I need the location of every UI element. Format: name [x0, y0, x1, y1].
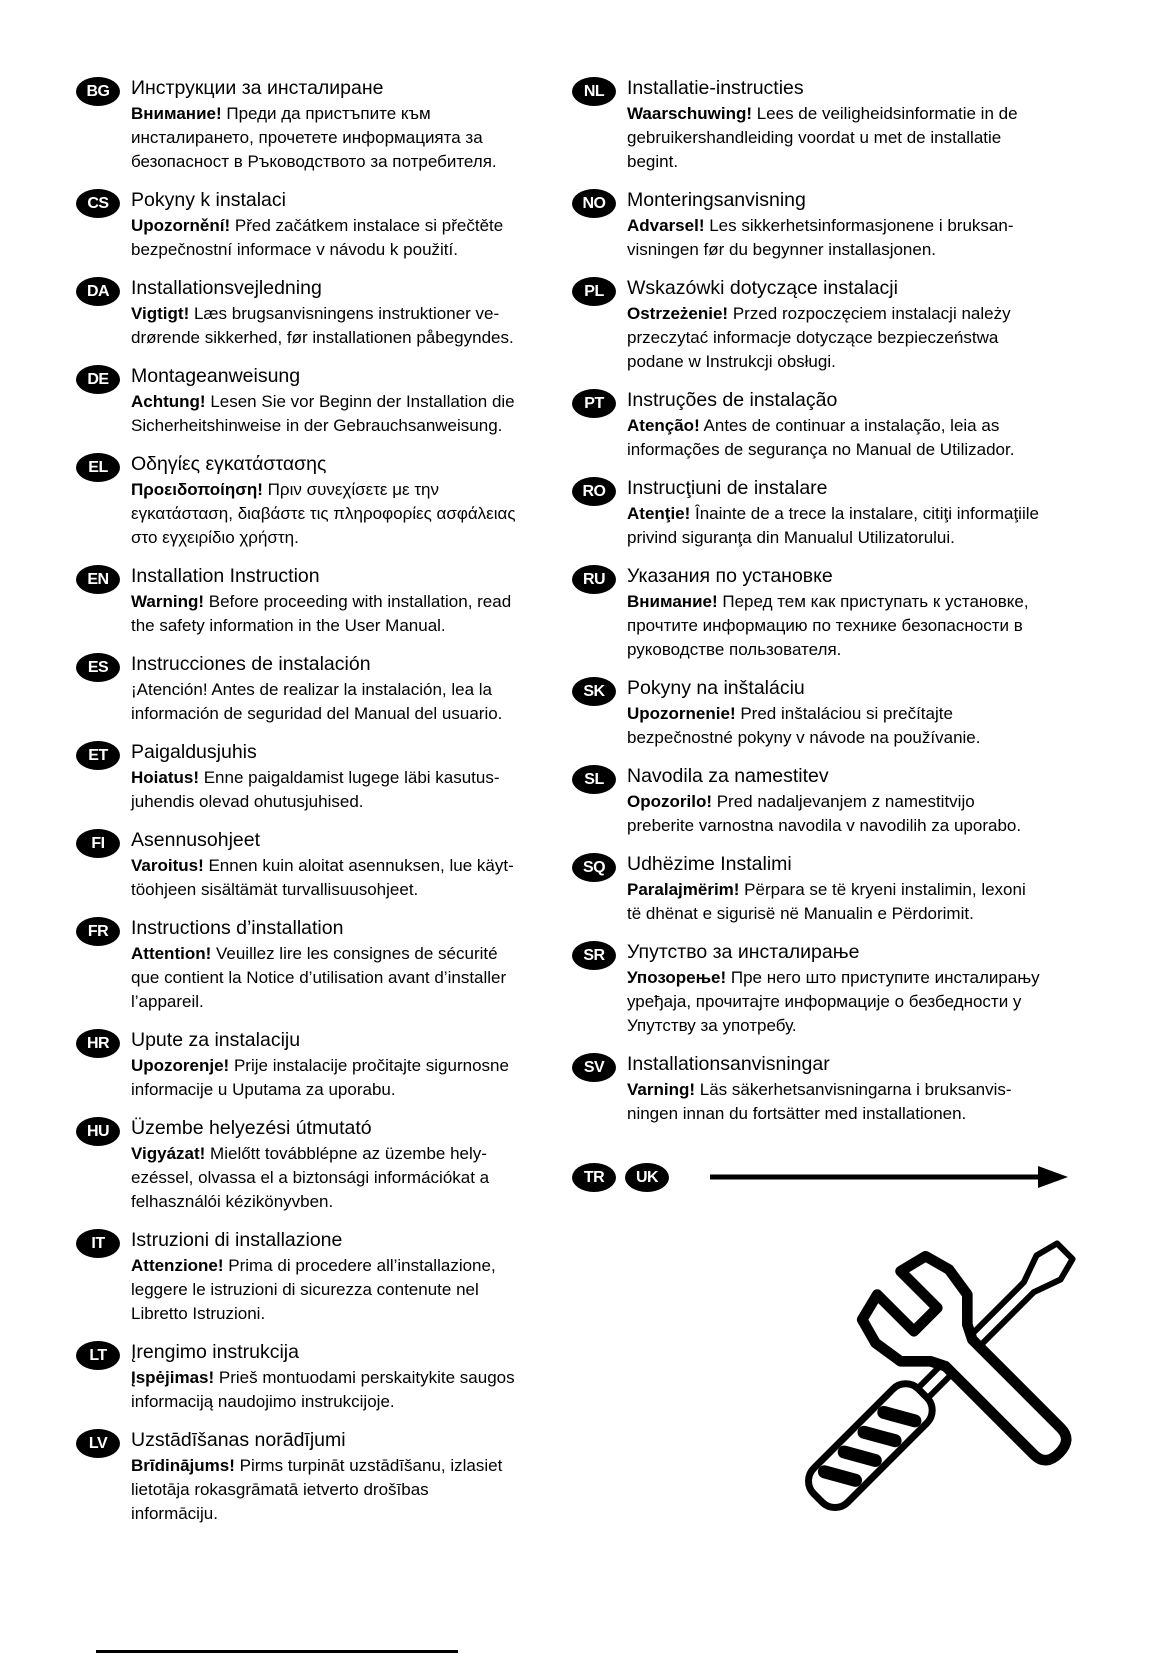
section-text: Mielőtt továbblépne az üzembe helyezéssel, olvassa el a biztonsági információkat a felhasználói kézikönyvben. [131, 1144, 490, 1211]
language-section [76, 740, 520, 814]
language-badge: RU [572, 565, 616, 594]
language-badge: SV [572, 1053, 616, 1082]
section-body [627, 502, 1040, 550]
language-badge: ET [76, 741, 120, 770]
section-body [627, 414, 1040, 462]
language-section [572, 1052, 1040, 1126]
section-body [627, 214, 1040, 262]
language-section [572, 188, 1040, 262]
language-section [76, 1116, 520, 1214]
page-edge-mark [96, 1650, 458, 1653]
section-title: Istruzioni di installazione [131, 1229, 343, 1251]
section-title: Paigaldusjuhis [131, 741, 257, 763]
warning-word: Brīdinājums! [131, 1456, 235, 1475]
left-sections [76, 76, 520, 1526]
language-section [76, 364, 520, 438]
section-text: Lesen Sie vor Beginn der Installation die Sicherheitshinweise in der Gebrauchsanweisung. [131, 392, 515, 435]
section-title: Uzstādīšanas norādījumi [131, 1429, 346, 1451]
section-body [627, 590, 1040, 662]
section-title: Οδηγίες εγκατάστασης [131, 453, 327, 475]
section-title: Montageanweisung [131, 365, 301, 387]
section-body [131, 1142, 520, 1214]
language-badge: EL [76, 453, 120, 482]
section-text: Lees de veiligheidsinformatie in de gebruikershandleiding voordat u met de installatie begint. [627, 104, 1018, 171]
language-badge: HR [76, 1029, 120, 1058]
language-section [76, 1228, 520, 1326]
warning-word: Paralajmërim! [627, 880, 740, 899]
section-body [131, 1054, 520, 1102]
warning-word: Waarschuwing! [627, 104, 752, 123]
section-text: Przed rozpoczęciem instalacji należy przeczytać informacje dotyczące bezpieczeństwa podane w Instrukcji obsługi. [627, 304, 1011, 371]
warning-word: Внимание! [627, 592, 718, 611]
section-title: Instrucţiuni de instalare [627, 477, 828, 499]
section-title: Asennusohjeet [131, 829, 261, 851]
section-title: Pokyny na inštaláciu [627, 677, 805, 699]
section-body [131, 214, 520, 262]
language-section [76, 276, 520, 350]
warning-word: Upozornění! [131, 216, 231, 235]
section-body [131, 478, 520, 550]
section-text: Antes de continuar a instalação, leia as informações de segurança no Manual de Utilizador. [627, 416, 1015, 459]
section-body [131, 1454, 520, 1526]
warning-word: Hoiatus! [131, 768, 199, 787]
language-section [76, 452, 520, 550]
section-text: Läs säkerhetsanvisningarna i bruksanvisningen innan du fortsätter med installationen. [627, 1080, 1012, 1123]
section-title: Udhëzime Instalimi [627, 853, 792, 875]
section-text: Před začátkem instalace si přečtěte bezpečnostní informace v návodu k použití. [131, 216, 504, 259]
language-section [76, 828, 520, 902]
language-section [572, 676, 1040, 750]
section-text: Prieš montuodami perskaitykite saugos informaciją naudojimo instrukcijoje. [131, 1368, 515, 1411]
section-body [131, 942, 520, 1014]
section-title: Instructions d’installation [131, 917, 344, 939]
warning-word: Varoitus! [131, 856, 204, 875]
section-title: Instruções de instalação [627, 389, 838, 411]
section-text: Les sikkerhetsinformasjonene i bruksanvisningen før du begynner installasjonen. [627, 216, 1014, 259]
section-text: Përpara se të kryeni instalimin, lexoni të dhënat e sigurisë në Manualin e Përdorimit. [627, 880, 1026, 923]
section-text: Преди да пристъпите към инсталирането, прочетете информацията за безопасност в Ръководството за потребителя. [131, 104, 497, 171]
right-column [572, 76, 1040, 1192]
section-text: Læs brugsanvisningens instruktioner vedrørende sikkerhed, før installationen påbegyndes. [131, 304, 514, 347]
section-title: Указания по установке [627, 565, 833, 587]
section-title: Instrucciones de instalación [131, 653, 371, 675]
language-badge: SL [572, 765, 616, 794]
section-body [627, 302, 1040, 374]
section-text: Enne paigaldamist lugege läbi kasutusjuhendis olevad ohutusjuhised. [131, 768, 500, 811]
warning-word: Achtung! [131, 392, 206, 411]
section-body [131, 590, 520, 638]
language-section [572, 564, 1040, 662]
section-body [131, 678, 520, 726]
language-section [572, 852, 1040, 926]
language-badge: FR [76, 917, 120, 946]
section-text: Pred nadaljevanjem z namestitvijo preberite varnostna navodila v navodilih za uporabo. [627, 792, 1022, 835]
warning-word: Advarsel! [627, 216, 705, 235]
section-title: Navodila za namestitev [627, 765, 829, 787]
language-badge: FI [76, 829, 120, 858]
language-section [572, 476, 1040, 550]
section-text: Veuillez lire les consignes de sécurité que contient la Notice d’utilisation avant d’installer l’appareil. [131, 944, 507, 1011]
section-text: Înainte de a trece la instalare, citiţi informaţiile privind siguranţa din Manualul Utilizatorului. [627, 504, 1039, 547]
language-section [76, 188, 520, 262]
language-badge: PT [572, 389, 616, 418]
left-column [76, 76, 520, 1540]
section-body [131, 102, 520, 174]
language-badge: SQ [572, 853, 616, 882]
language-badge: BG [76, 77, 120, 106]
warning-word: ¡Atención! [131, 680, 208, 699]
language-badge: IT [76, 1229, 120, 1258]
section-title: Įrengimo instrukcija [131, 1341, 299, 1363]
warning-word: Upozorenje! [131, 1056, 230, 1075]
language-badge: SR [572, 941, 616, 970]
language-section [76, 916, 520, 1014]
language-badge: CS [76, 189, 120, 218]
section-title: Üzembe helyezési útmutató [131, 1117, 372, 1139]
language-badge: LT [76, 1341, 120, 1370]
language-section [572, 940, 1040, 1038]
section-body [131, 302, 520, 350]
section-text: Перед тем как приступать к установке, прочтите информацию по технике безопасности в руководстве пользователя. [627, 592, 1029, 659]
section-body [627, 1078, 1040, 1126]
warning-word: Vigtigt! [131, 304, 190, 323]
warning-word: Упозорење! [627, 968, 727, 987]
section-title: Upute za instalaciju [131, 1029, 301, 1051]
section-title: Wskazówki dotyczące instalacji [627, 277, 898, 299]
section-body [131, 390, 520, 438]
language-section [572, 388, 1040, 462]
warning-word: Įspėjimas! [131, 1368, 215, 1387]
section-title: Installationsanvisningar [627, 1053, 830, 1075]
warning-word: Vigyázat! [131, 1144, 206, 1163]
language-badge-uk: UK [625, 1163, 669, 1192]
section-title: Installationsvejledning [131, 277, 322, 299]
section-body [131, 854, 520, 902]
language-badge: LV [76, 1429, 120, 1458]
right-arrow-icon [710, 1162, 1068, 1192]
language-badge: DE [76, 365, 120, 394]
language-badge-tr: TR [572, 1163, 616, 1192]
language-section [76, 652, 520, 726]
language-badge: PL [572, 277, 616, 306]
section-text: Πριν συνεχίσετε με την εγκατάσταση, διαβάστε τις πληροφορίες ασφάλειας στο εγχειρίδιο χρήστη. [131, 480, 516, 547]
section-text: Pirms turpināt uzstādīšanu, izlasiet lietotāja rokasgrāmatā ietverto drošības informāciju. [131, 1456, 503, 1523]
warning-word: Warning! [131, 592, 205, 611]
language-section [76, 1028, 520, 1102]
section-text: Before proceeding with installation, read the safety information in the User Manual. [131, 592, 512, 635]
wrench-screwdriver-icon [787, 1216, 1107, 1546]
section-body [627, 702, 1040, 750]
language-badge: DA [76, 277, 120, 306]
warning-word: Opozorilo! [627, 792, 712, 811]
language-section [572, 764, 1040, 838]
warning-word: Atenţie! [627, 504, 691, 523]
warning-word: Attenzione! [131, 1256, 224, 1275]
language-badge: RO [572, 477, 616, 506]
section-title: Инструкции за инсталиране [131, 77, 384, 99]
warning-word: Attention! [131, 944, 212, 963]
warning-word: Atenção! [627, 416, 700, 435]
section-text: Ennen kuin aloitat asennuksen, lue käyttöohjeen sisältämät turvallisuusohjeet. [131, 856, 514, 899]
section-title: Monteringsanvisning [627, 189, 806, 211]
language-section [76, 564, 520, 638]
section-text: Antes de realizar la instalación, lea la información de seguridad del Manual del usuario. [131, 680, 503, 723]
section-body [627, 878, 1040, 926]
warning-word: Upozornenie! [627, 704, 736, 723]
section-body [131, 1366, 520, 1414]
section-text: Pred inštaláciou si prečítajte bezpečnostné pokyny v návode na používanie. [627, 704, 981, 747]
section-body [627, 966, 1040, 1038]
section-title: Installation Instruction [131, 565, 320, 587]
section-body [131, 1254, 520, 1326]
warning-word: Προειδοποίηση! [131, 480, 263, 499]
language-section [572, 276, 1040, 374]
section-text: Пре него што приступите инсталирању уређаја, прочитајте информације о безбедности у Упутству за употребу. [627, 968, 1040, 1035]
right-sections [572, 76, 1040, 1126]
section-title: Упутство за инсталирање [627, 941, 860, 963]
warning-word: Ostrzeżenie! [627, 304, 729, 323]
continuation-row [572, 1162, 1040, 1192]
section-text: Prima di procedere all’installazione, leggere le istruzioni di sicurezza contenute nel Libretto Istruzioni. [131, 1256, 496, 1323]
warning-word: Внимание! [131, 104, 222, 123]
section-title: Installatie-instructies [627, 77, 804, 99]
language-badge: EN [76, 565, 120, 594]
language-badge: NL [572, 77, 616, 106]
language-badge: HU [76, 1117, 120, 1146]
warning-word: Varning! [627, 1080, 696, 1099]
section-text: Prije instalacije pročitajte sigurnosne informacije u Uputama za uporabu. [131, 1056, 509, 1099]
language-badge: SK [572, 677, 616, 706]
language-section [76, 1340, 520, 1414]
language-section [76, 1428, 520, 1526]
section-body [627, 102, 1040, 174]
language-badge: NO [572, 189, 616, 218]
language-section [76, 76, 520, 174]
section-title: Pokyny k instalaci [131, 189, 286, 211]
language-badge: ES [76, 653, 120, 682]
language-section [572, 76, 1040, 174]
section-body [131, 766, 520, 814]
section-body [627, 790, 1040, 838]
